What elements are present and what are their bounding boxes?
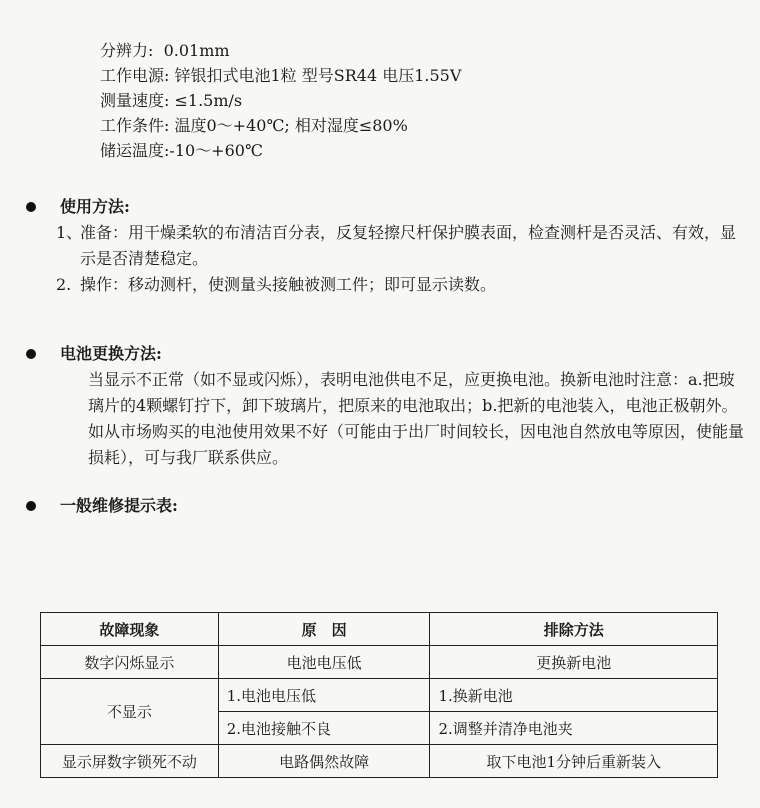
fix-cell: 取下电池1分钟后重新装入 [430, 745, 718, 778]
spec-value: 温度0～+40℃; 相对湿度≤80% [174, 116, 408, 135]
table-row [41, 646, 718, 679]
fix-cell: 更换新电池 [430, 646, 718, 679]
column-header: 排除方法 [430, 613, 718, 646]
spec-conditions [100, 113, 461, 138]
spec-label: 工作电源: [100, 66, 170, 85]
spec-label: 测量速度: [100, 91, 170, 110]
spec-label: 工作条件: [100, 116, 170, 135]
usage-section [26, 194, 740, 298]
fix-cell: 1.换新电池 [430, 679, 718, 712]
bullet-icon [26, 501, 36, 511]
list-item [56, 220, 740, 272]
cause-cell: 电路偶然故障 [218, 745, 430, 778]
repair-heading [26, 493, 178, 519]
cause-cell: 电池电压低 [218, 646, 430, 679]
spec-value: 锌银扣式电池1粒 型号SR44 电压1.55V [174, 66, 462, 85]
symptom-cell: 不显示 [41, 679, 219, 745]
spec-speed [100, 88, 461, 113]
symptom-cell: 显示屏数字锁死不动 [41, 745, 219, 778]
spec-value: 0.01mm [163, 41, 230, 60]
item-number: 1、 [56, 223, 83, 242]
spec-resolution [100, 38, 461, 63]
usage-title: 使用方法: [60, 197, 130, 216]
battery-heading [26, 341, 748, 367]
spec-list [100, 38, 461, 163]
spec-value: ≤1.5m/s [174, 91, 243, 110]
spec-label: 分辨力: [100, 41, 154, 60]
spec-power [100, 63, 461, 88]
repair-title: 一般维修提示表: [60, 496, 178, 515]
spec-storage [100, 138, 461, 163]
item-text: 准备：用干燥柔软的布清洁百分表，反复轻擦尺杆保护膜表面，检查测杆是否灵活、有效，显示是否清楚稳定。 [80, 223, 737, 268]
item-number: 2. [56, 275, 72, 294]
battery-paragraph: 当显示不正常（如不显或闪烁），表明电池供电不足，应更换电池。换新电池时注意：a.把玻璃片的4颗螺钉拧下，卸下玻璃片，把原来的电池取出；b.把新的电池装入，电池正极朝外。如从市场购买的电池使用效果不好（可能由于出厂时间较长，因电池自然放电等原因，使能量损耗），可与我厂联系供应。 [88, 370, 745, 467]
spec-label: 储运温度: [100, 141, 170, 160]
cause-cell: 1.电池电压低 [218, 679, 430, 712]
item-text: 操作：移动测杆，使测量头接触被测工件；即可显示读数。 [80, 275, 497, 294]
bullet-icon [26, 202, 36, 212]
bullet-icon [26, 349, 36, 359]
column-header: 原 因 [218, 613, 430, 646]
symptom-cell: 数字闪烁显示 [41, 646, 219, 679]
list-item [56, 272, 740, 298]
battery-section [26, 341, 748, 471]
cause-cell: 2.电池接触不良 [218, 712, 430, 745]
table-row [41, 745, 718, 778]
repair-table [40, 612, 718, 778]
spec-value: -10～+60℃ [169, 141, 263, 160]
table-row [41, 679, 718, 712]
battery-title: 电池更换方法: [60, 344, 162, 363]
table-header-row [41, 613, 718, 646]
usage-list [56, 220, 740, 298]
fix-cell: 2.调整并清净电池夹 [430, 712, 718, 745]
repair-section [26, 493, 178, 519]
usage-heading [26, 194, 740, 220]
column-header: 故障现象 [41, 613, 219, 646]
